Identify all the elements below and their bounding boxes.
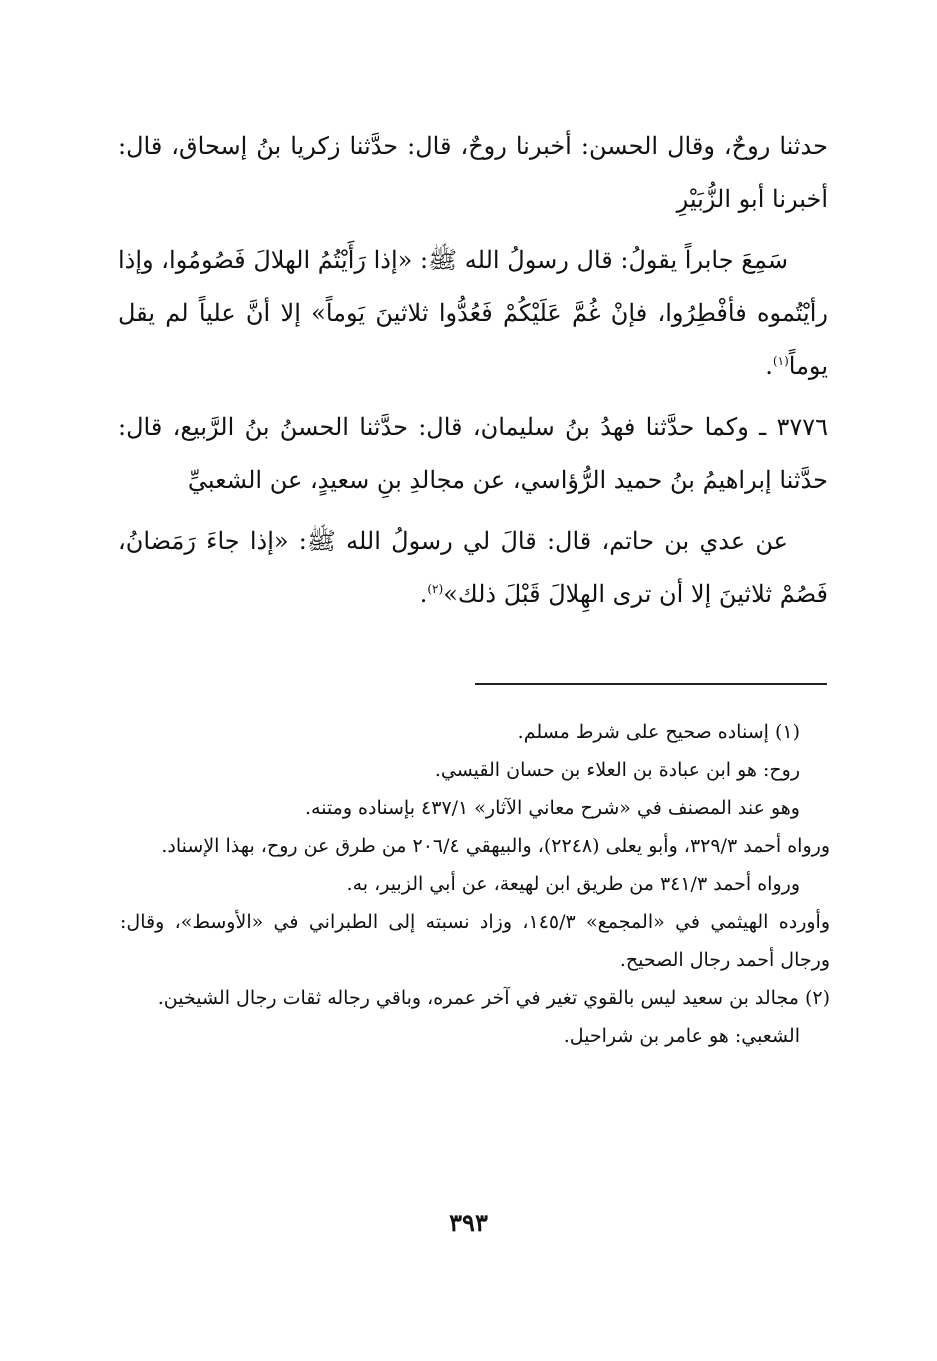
paragraph-chain-2: ٣٧٧٦ ـ وكما حدَّثنا فهدُ بنُ سليمان، قال: حدَّثنا الحسنُ بنُ الرَّبيع، قال: حدَّثنا إبراهيمُ بنُ حميد الرُّؤاسي، عن مجالدِ بنِ سعيدٍ، عن الشعبيِّ [118,413,828,494]
footnote-line: وأورده الهيثمي في «المجمع» ١٤٥/٣، وزاد نسبته إلى الطبراني في «الأوسط»، وقال: ورجال أحمد رجال الصحيح. [120,911,830,971]
footnote-1: (١) إسناده صحيح على شرط مسلم. [517,721,800,743]
footnote-line: ورواه أحمد ٣٢٩/٣، وأبو يعلى (٢٢٤٨)، والبيهقي ٢٠٦/٤ من طرق عن روح، بهذا الإسناد. [161,835,830,857]
footnote-line: ورواه أحمد ٣٤١/٣ من طريق ابن لهيعة، عن أبي الزبير، به. [346,873,800,895]
footnote-2: (٢) مجالد بن سعيد ليس بالقوي تغير في آخر عمره، وباقي رجاله ثقات رجال الشيخين. [157,987,830,1009]
footnote-separator [475,683,827,685]
paragraph-chain-1: حدثنا روحٌ، وقال الحسن: أخبرنا روحٌ، قال: حدَّثنا زكريا بنُ إسحاق، قال: أخبرنا أبو الزُّبَيْرِ [118,132,828,213]
page-number: ٣٩٣ [449,1208,488,1237]
footnote-line: الشعبي: هو عامر بن شراحيل. [563,1025,800,1047]
footnotes [120,713,830,1055]
footnote-line: وهو عند المصنف في «شرح معاني الآثار» ٤٣٧/١ بإسناده ومتنه. [304,797,800,819]
paragraph-hadith-2: عن عدي بن حاتم، قال: قالَ لي رسولُ الله ﷺ: «إذا جاءَ رَمَضانُ، فَصُمْ ثلاثينَ إلا أن ترى الهِلالَ قَبْلَ ذلك»$^{(٢)}$. [118,527,828,608]
footnote-ref-2: (٢) [427,582,444,596]
footnote-ref-1: (١) [772,354,789,368]
footnote-line: روح: هو ابن عبادة بن العلاء بن حسان القيسي. [434,759,800,781]
paragraph-hadith-1: سَمِعَ جابراً يقولُ: قال رسولُ الله ﷺ: «إذا رَأَيْتُمُ الهلالَ فَصُومُوا، وإذا رأيْتُموه فأفْطِرُوا، فإنْ غُمَّ عَلَيْكُمْ فَعُدُّوا ثلاثينَ يَوماً» إلا أنَّ علياً لم يقل يوماً$^{(١)}$. [118,246,828,380]
main-text [118,120,828,629]
